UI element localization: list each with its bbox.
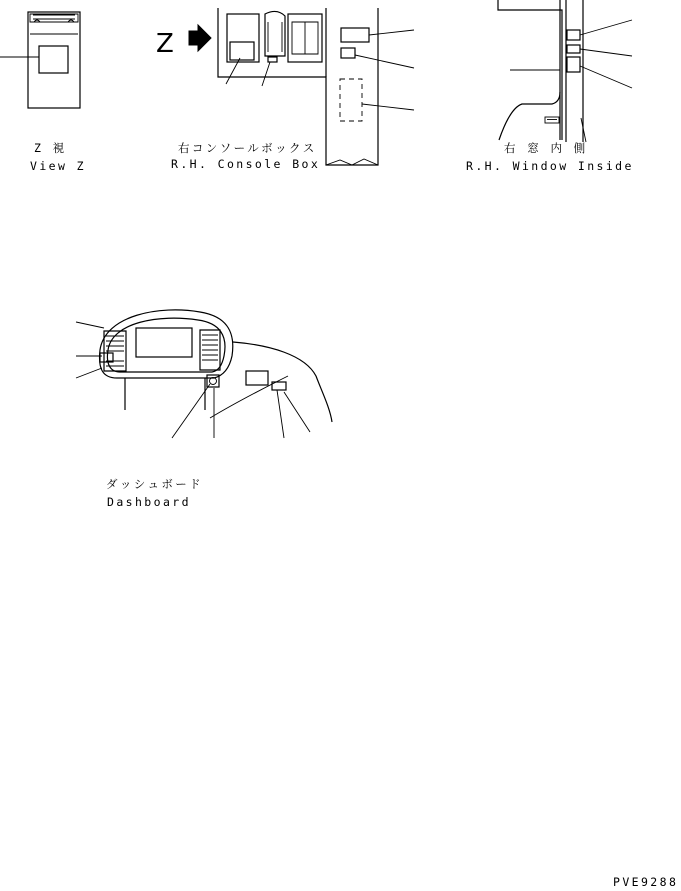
window-inside-label-jp: 右 窓 内 側 — [504, 141, 588, 155]
view-z-label-en: View Z — [30, 159, 86, 173]
window-leader-3 — [580, 66, 632, 88]
console-decal-3 — [341, 28, 369, 42]
console-decal-1 — [230, 42, 254, 60]
window-decal-2 — [567, 45, 580, 53]
drawing-number: PVE9288 — [613, 875, 679, 889]
console-armrest-detail — [292, 22, 318, 54]
instrument-display — [136, 328, 192, 357]
console-box-label-en: R.H. Console Box — [171, 157, 321, 171]
console-box-label-jp: 右コンソールボックス — [178, 141, 317, 155]
dashboard-decal-right-1 — [246, 371, 268, 385]
console-box-break-line — [326, 159, 378, 165]
console-lever-detail — [268, 22, 282, 52]
window-decal-1 — [567, 30, 580, 40]
view-direction-arrow-icon — [189, 25, 211, 51]
instrument-cluster-outer — [100, 310, 233, 378]
console-decal-4 — [341, 48, 355, 58]
console-leader-3 — [369, 30, 414, 35]
view-z-drawing — [0, 12, 80, 108]
steering-column — [125, 378, 205, 410]
view-z-decal — [39, 46, 68, 73]
dashboard-leader-6 — [277, 390, 284, 438]
dashboard-leader-1 — [76, 322, 104, 328]
view-z-header-strip — [30, 14, 78, 22]
dashboard-label-jp: ダッシュボード — [106, 477, 204, 491]
window-small-decal — [545, 117, 559, 123]
window-glass-lower-curve — [499, 92, 560, 140]
console-leader-2 — [262, 62, 270, 86]
window-inside-drawing — [498, 0, 632, 142]
window-inside-label-en: R.H. Window Inside — [466, 159, 634, 173]
console-leader-5 — [362, 104, 414, 110]
dashboard-label-en: Dashboard — [107, 495, 191, 509]
console-decal-hidden — [340, 79, 362, 121]
dashboard-leader-7 — [284, 392, 310, 432]
console-leader-4 — [355, 55, 414, 68]
dashboard-drawing — [76, 310, 332, 438]
right-switch-lines — [202, 335, 218, 360]
window-leader-1 — [580, 20, 632, 35]
window-leader-2 — [580, 49, 632, 56]
console-decal-2 — [268, 57, 277, 62]
view-z-panel — [28, 12, 80, 108]
window-decal-3 — [567, 57, 580, 72]
view-marker-z: Z — [156, 29, 174, 59]
dashboard-leader-4 — [172, 384, 210, 438]
dashboard-leader-3 — [76, 368, 102, 378]
view-z-label-jp: Z 視 — [34, 141, 67, 155]
